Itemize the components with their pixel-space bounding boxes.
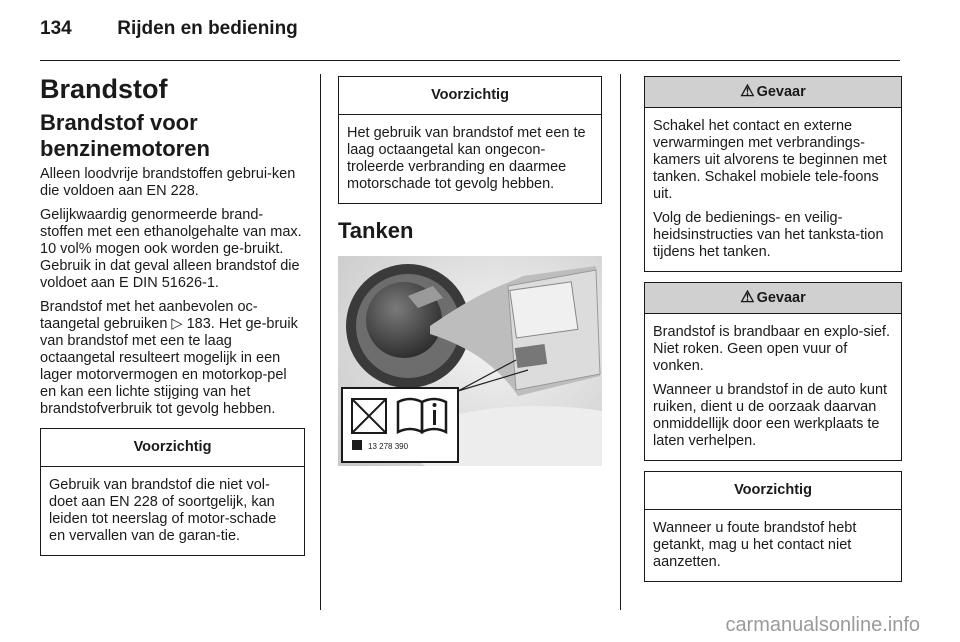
caution-box-fuel-standard (40, 428, 305, 556)
barcode-square-icon (352, 440, 362, 450)
page-header (40, 18, 298, 40)
caution-title: Voorzichtig (339, 77, 601, 115)
octane-text-end: 183. Het ge-bruik van brandstof met een te laag octaangetal resulteert mogelijk in een lager motorvermogen en motorkop-pel en kan een lichte stijging van het brandstofverbruik tot gevolg hebben. (40, 316, 298, 417)
paragraph-octane (40, 299, 305, 418)
caution-box-octane (338, 76, 602, 204)
warning-triangle-icon: ⚠ (740, 289, 755, 306)
danger-title: Gevaar (756, 84, 806, 100)
header-rule (40, 60, 900, 61)
no-ethanol-icon (352, 399, 386, 433)
section-title: Brandstof (40, 74, 168, 104)
danger-text-1: Schakel het contact en externe verwarmingen met verbrandings-kamers uit alvorens te beginnen met tanken. Schakel mobiele tele-foons uit. (653, 118, 887, 202)
column-divider-left (320, 74, 321, 610)
caution-text: Het gebruik van brandstof met een te laag octaangetal kan ongecon-troleerde verbranding en daarmee motorschade tot gevolg hebben. (347, 125, 586, 192)
page-reference-arrow-icon[interactable]: ▷ (171, 316, 183, 332)
column-left (40, 72, 305, 556)
caution-title: Voorzichtig (41, 429, 304, 467)
danger-title: Gevaar (756, 290, 806, 306)
refuel-heading: Tanken (338, 218, 414, 243)
paragraph-ethanol: Gelijkwaardig genormeerde brand-stoffen met een ethanolgehalte van max. 10 vol% mogen ook worden ge-bruikt. Gebruik in dat geval alleen brandstof die voldoet aan E DIN 51626-1. (40, 207, 302, 291)
fuel-flap-illustration (338, 256, 602, 466)
caution-box-wrong-fuel (644, 471, 902, 582)
caution-title: Voorzichtig (645, 472, 901, 510)
page-number: 134 (40, 18, 72, 39)
danger-text-2: Volg de bedienings- en veilig-heidsinstructies van het tanksta-tion tijdens het tanken. (653, 210, 884, 260)
column-middle (338, 72, 602, 466)
danger-box-flammable (644, 282, 902, 461)
fuel-filler-photo (338, 256, 602, 466)
danger-header (645, 283, 901, 314)
column-divider-right (620, 74, 621, 610)
footer-watermark: carmanualsonline.info (725, 614, 920, 636)
octane-text-start: Brandstof met het aanbevolen oc-taangetal gebruiken (40, 299, 258, 332)
paragraph-unleaded: Alleen loodvrije brandstoffen gebrui-ken die voldoen aan EN 228. (40, 166, 296, 199)
warning-triangle-icon: ⚠ (740, 83, 755, 100)
danger-header (645, 77, 901, 108)
caution-text: Wanneer u foute brandstof hebt getankt, mag u het contact niet aanzetten. (653, 520, 857, 570)
column-right (644, 72, 902, 582)
danger-text-1: Brandstof is brandbaar en explo-sief. Niet roken. Geen open vuur of vonken. (653, 324, 890, 374)
danger-box-engine-off (644, 76, 902, 272)
subsection-title: Brandstof voor benzinemotoren (40, 110, 210, 161)
danger-text-2: Wanneer u brandstof in de auto kunt ruiken, dient u de oorzaak daarvan onmiddellijk door een werkplaats te laten verhelpen. (653, 382, 888, 449)
chapter-title: Rijden en bediening (117, 18, 298, 39)
caution-text: Gebruik van brandstof die niet vol-doet aan EN 228 of soortgelijk, kan leiden tot neerslag of motor-schade en vervallen van de garan-tie. (49, 477, 277, 544)
label-part-number: 13 278 390 (368, 442, 409, 451)
